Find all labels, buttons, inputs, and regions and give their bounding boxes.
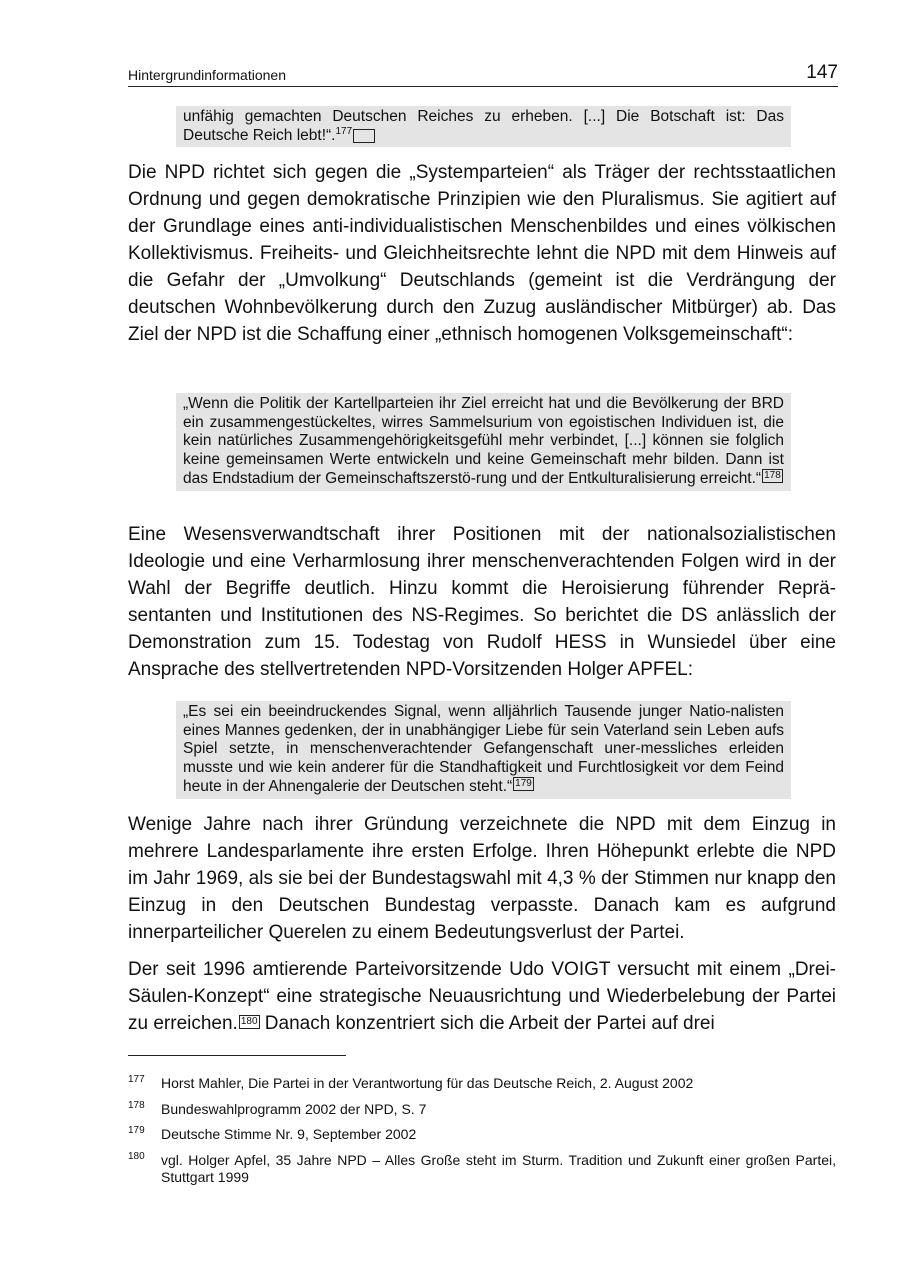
footnote-text: vgl. Holger Apfel, 35 Jahre NPD – Alles Große steht im Sturm. Tradition und Zukunft einer großen Partei, Stuttgart 1999 [161,1152,836,1185]
quote-text: „Wenn die Politik der Kartellparteien ihr Ziel erreicht hat und die Bevölkerung der BRD ein zusammengestückeltes, wirres Sammelsurium von egoistischen Individuen ist, die kein natürliches Zusammengehörigkeitsgefühl mehr verbindet, [...] können sie folglich keine gemeinsamen Werte entwickeln und keine Gemeinschaft mehr bilden. Dann ist das Endstadium der Gemeinschaftszerstö-rung und der Entkulturalisierung erreicht.“ [183,395,784,488]
footnote-177 [128,1075,836,1092]
block-quote-2 [176,393,791,491]
quote-text: unfähig gemachten Deutschen Reiches zu erheben. [...] Die Botschaft ist: Das Deutsche Reich lebt!“. [183,108,784,144]
footnote-number: 179 [128,1125,145,1136]
paragraph-2: Eine Wesensverwandtschaft ihrer Positionen mit der nationalsozialistischen Ideologie und eine Verharmlosung ihrer menschenverachtenden Folgen wird in der Wahl der Begriffe deutlich. Hinzu kommt die Heroisierung führender Reprä-sentanten und Institutionen des NS-Regimes. So berichtet die DS anlässlich der Demonstration zum 15. Todestag von Rudolf HESS in Wunsiedel über eine Ansprache des stellvertretenden NPD-Vorsitzenden Holger APFEL: [128,524,836,680]
reference-box-marker [353,129,375,143]
footnote-ref-180[interactable]: 180 [240,1016,258,1027]
footnote-180 [128,1152,836,1186]
paragraph-1: Die NPD richtet sich gegen die „Systemparteien“ als Träger der rechtsstaatlichen Ordnung und gegen demokratische Prinzipien wie den Pluralismus. Sie agitiert auf der Grundlage eines anti-individualistischen Menschenbildes und eines völkischen Kollektivismus. Freiheits- und Gleichheitsrechte lehnt die NPD mit dem Hinweis auf die Gefahr der „Umvolkung“ Deutschlands (gemeint ist die Verdrängung der deutschen Wohnbevölkerung durch den Zuzug ausländischer Mitbürger) ab. Das Ziel der NPD ist die Schaffung einer „ethnisch homogenen Volksgemeinschaft“: [128,162,836,345]
footnote-179 [128,1126,836,1143]
paragraph-4-text: Der seit 1996 amtierende Parteivorsitzende Udo VOIGT versucht mit einem „Drei-Säulen-Konzept“ eine strategische Neuausrichtung und Wiederbelebung der Partei zu erreichen. [128,959,836,1034]
quote-text: „Es sei ein beeindruckendes Signal, wenn alljährlich Tausende junger Natio-nalisten eines Mannes gedenken, der in unabhängiger Liebe für sein Vaterland sein Leben aufs Spiel setzte, in menschenverachtender Gefangenschaft uner-messliches erleiden musste und wie kein anderer für die Standhaftigkeit und Furchtlosigkeit vor dem Feind heute in der Ahnengalerie der Deutschen steht.“ [183,703,784,796]
footnote-178 [128,1101,836,1118]
footnote-number: 178 [128,1100,145,1111]
section-title: Hintergrundinformationen [128,67,286,83]
footnote-ref-178[interactable]: 178 [764,470,781,482]
block-quote-3 [176,701,791,799]
footnote-separator [128,1055,346,1056]
footnote-text: Deutsche Stimme Nr. 9, September 2002 [161,1126,417,1142]
paragraph-4-continuation: Danach konzentriert sich die Arbeit der Partei auf drei [259,1013,715,1034]
footnote-number: 177 [128,1074,145,1085]
footnote-number: 180 [128,1151,145,1162]
footnote-ref-177[interactable]: 177 [335,125,353,137]
running-header [128,62,838,87]
footnote-text: Bundeswahlprogramm 2002 der NPD, S. 7 [161,1101,427,1117]
footnote-ref-179[interactable]: 179 [515,778,532,790]
page-number: 147 [806,62,838,83]
block-quote-1 [176,106,791,147]
paragraph-3: Wenige Jahre nach ihrer Gründung verzeichnete die NPD mit dem Einzug in mehrere Landesparlamente ihre ersten Erfolge. Ihren Höhepunkt erlebte die NPD im Jahr 1969, als sie bei der Bundestagswahl mit 4,3 % der Stimmen nur knapp den Einzug in den Deutschen Bundestag verpasste. Danach kam es aufgrund innerparteilicher Querelen zu einem Bedeutungsverlust der Partei. [128,814,836,943]
footnote-text: Horst Mahler, Die Partei in der Verantwortung für das Deutsche Reich, 2. August 2002 [161,1075,694,1091]
paragraph-4 [128,956,836,1037]
